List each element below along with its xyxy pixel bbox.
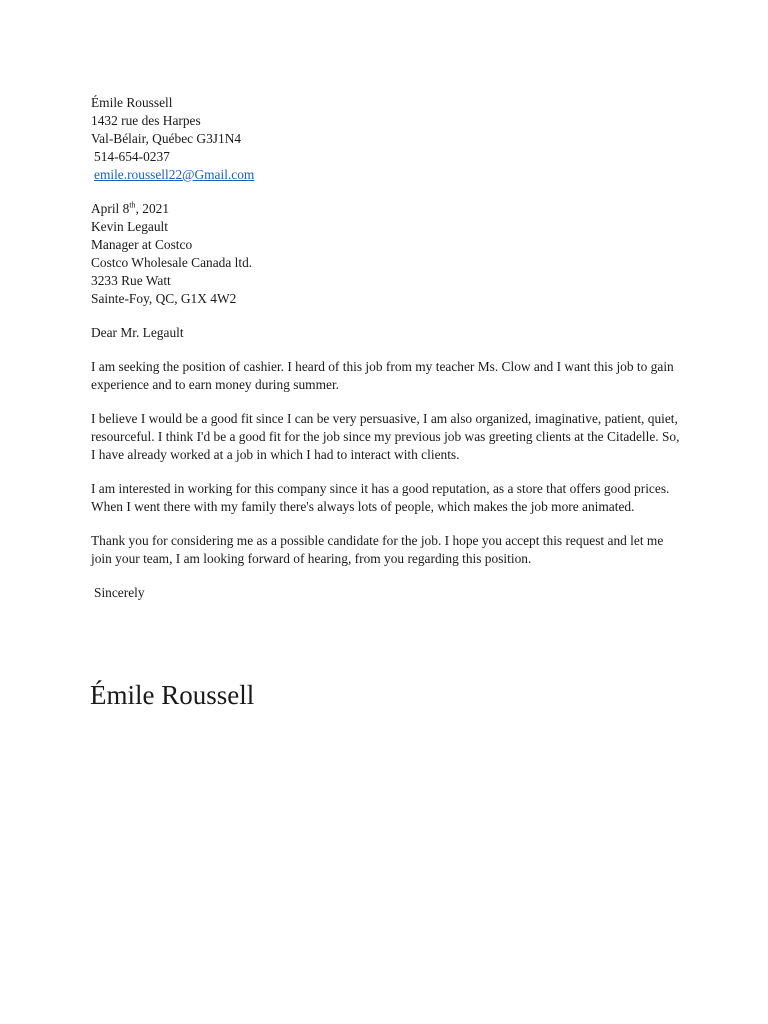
- letter-date: April 8th, 2021: [91, 200, 170, 216]
- sender-street: 1432 rue des Harpes: [91, 113, 201, 128]
- recipient-title: Manager at Costco: [91, 237, 193, 252]
- letter-body: [91, 94, 691, 602]
- paragraph-1: I am seeking the position of cashier. I heard of this job from my teacher Ms. Clow and I want this job to gain experience and to earn money during summer.: [91, 359, 674, 392]
- signature: Émile Roussell: [90, 680, 255, 710]
- sender-name: Émile Roussell: [91, 95, 173, 110]
- sender-email-link[interactable]: emile.roussell22@Gmail.com: [94, 167, 255, 182]
- recipient-name: Kevin Legault: [91, 219, 168, 234]
- sender-city: Val-Bélair, Québec G3J1N4: [91, 131, 242, 146]
- date-ordinal-suffix: th: [129, 200, 136, 210]
- sender-address: [91, 94, 691, 184]
- recipient-street: 3233 Rue Watt: [91, 273, 171, 288]
- salutation: Dear Mr. Legault: [91, 325, 184, 340]
- recipient-city: Sainte-Foy, QC, G1X 4W2: [91, 291, 237, 306]
- sender-phone: 514-654-0237: [94, 149, 170, 164]
- recipient-company: Costco Wholesale Canada ltd.: [91, 255, 253, 270]
- paragraph-2: I believe I would be a good fit since I can be very persuasive, I am also organized, imaginative, patient, quiet, resourceful. I think I'd be a good fit for the job since my previous job was greeting clients at the Citadelle. So, I have already worked at a job in which I had to interact with clients.: [91, 411, 680, 462]
- paragraph-3: I am interested in working for this company since it has a good reputation, as a store that offers good prices. When I went there with my family there's always lots of people, which makes the job more animated.: [91, 481, 670, 514]
- closing: Sincerely: [94, 585, 145, 600]
- paragraph-4: Thank you for considering me as a possible candidate for the job. I hope you accept this request and let me join your team, I am looking forward of hearing, from you regarding this position.: [91, 533, 664, 566]
- date-and-recipient: [91, 200, 691, 308]
